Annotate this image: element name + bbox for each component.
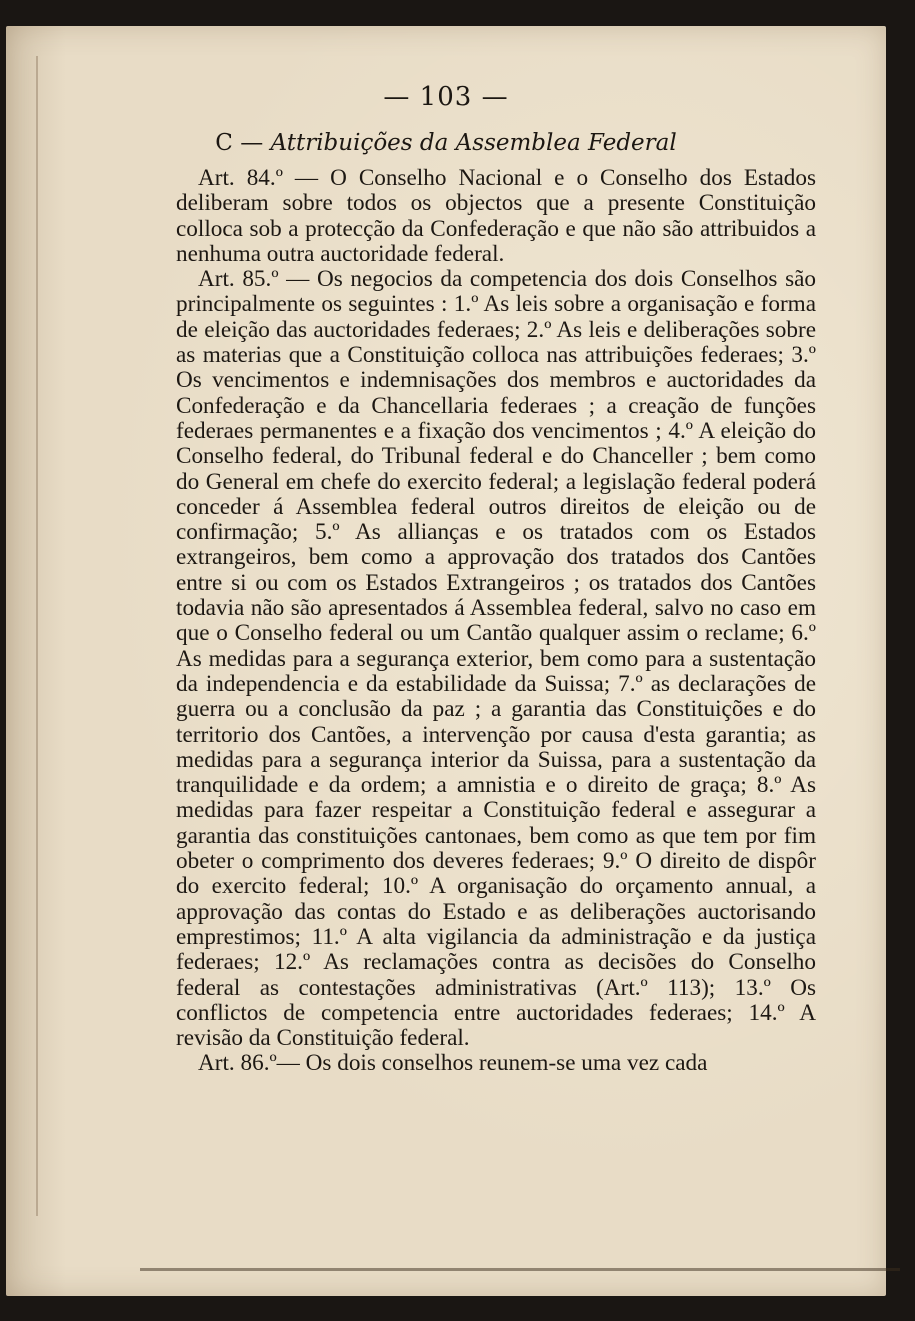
paragraph-art-85: Art. 85.º — Os negocios da competencia dos dois Conselhos são principalmente os seguintes : 1.º As leis sobre a organisação e forma de eleição das auctoridades federaes; 2.º As leis e deliberações sobre as materias que a Constituição colloca nas attribuições federaes; 3.º Os vencimentos e indemnisações dos membros e auctoridades da Confederação e da Chancellaria federaes ; a creação de funções federaes permanentes e a fixação dos vencimentos ; 4.º A eleição do Conselho federal, do Tribunal federal e do Chanceller ; bem como do General em chefe do exercito federal; a legislação federal poderá conceder á Assemblea federal outros direitos de eleição ou de confirmação; 5.º As allianças e os tratados com os Estados extrangeiros, bem como a approvação dos tratados dos Cantões entre si ou com os Estados Extrangeiros ; os tratados dos Cantões todavia não são apresentados á Assemblea federal, salvo no caso em que o Conselho federal ou um Cantão qualquer assim o reclame; 6.º As medidas para a segurança exterior, bem como para a sustentação da independencia e da estabilidade da Suissa; 7.º as declarações de guerra ou a conclusão da paz ; a garantia das Constituições e do territorio dos Cantões, a intervenção por causa d'esta garantia; as medidas para a segurança interior da Suissa, para a sustentação da tranquilidade e da ordem; a amnistia e o direito de graça; 8.º As medidas para fazer respeitar a Constituição federal e assegurar a garantia das constituições cantonaes, bem como as que tem por fim obeter o comprimento dos deveres federaes; 9.º O direito de dispôr do exercito federal; 10.º A organisação do orçamento annual, a approvação das contas do Estado e as deliberações auctorisando emprestimos; 11.º A alta vigilancia da administração e da justiça federaes; 12.º As reclamações contra as decisões do Conselho federal as contestações administrativas (Art.º 113); 13.º Os conflictos de competencia entre auctoridades federaes; 14.º A revisão da Constituição federal. (176, 266, 816, 1052)
paragraph-art-84: Art. 84.º — O Conselho Nacional e o Conselho dos Estados deliberam sobre todos os objectos que a presente Constituição colloca sob a protecção da Confederação e que não são attribuidos a nenhuma outra auctoridade federal. (176, 165, 816, 267)
paragraph-art-86: Art. 86.º— Os dois conselhos reunem-se uma vez cada (198, 1050, 708, 1077)
page-bottom-edge (140, 1268, 900, 1271)
section-title: Attribuições da Assemblea Federal (270, 130, 677, 156)
section-heading (6, 130, 886, 156)
body-text (176, 166, 816, 1077)
section-letter: C — (215, 130, 264, 156)
binding-edge (36, 56, 38, 1216)
page-number: — 103 — (383, 82, 509, 112)
book-page (6, 26, 886, 1296)
